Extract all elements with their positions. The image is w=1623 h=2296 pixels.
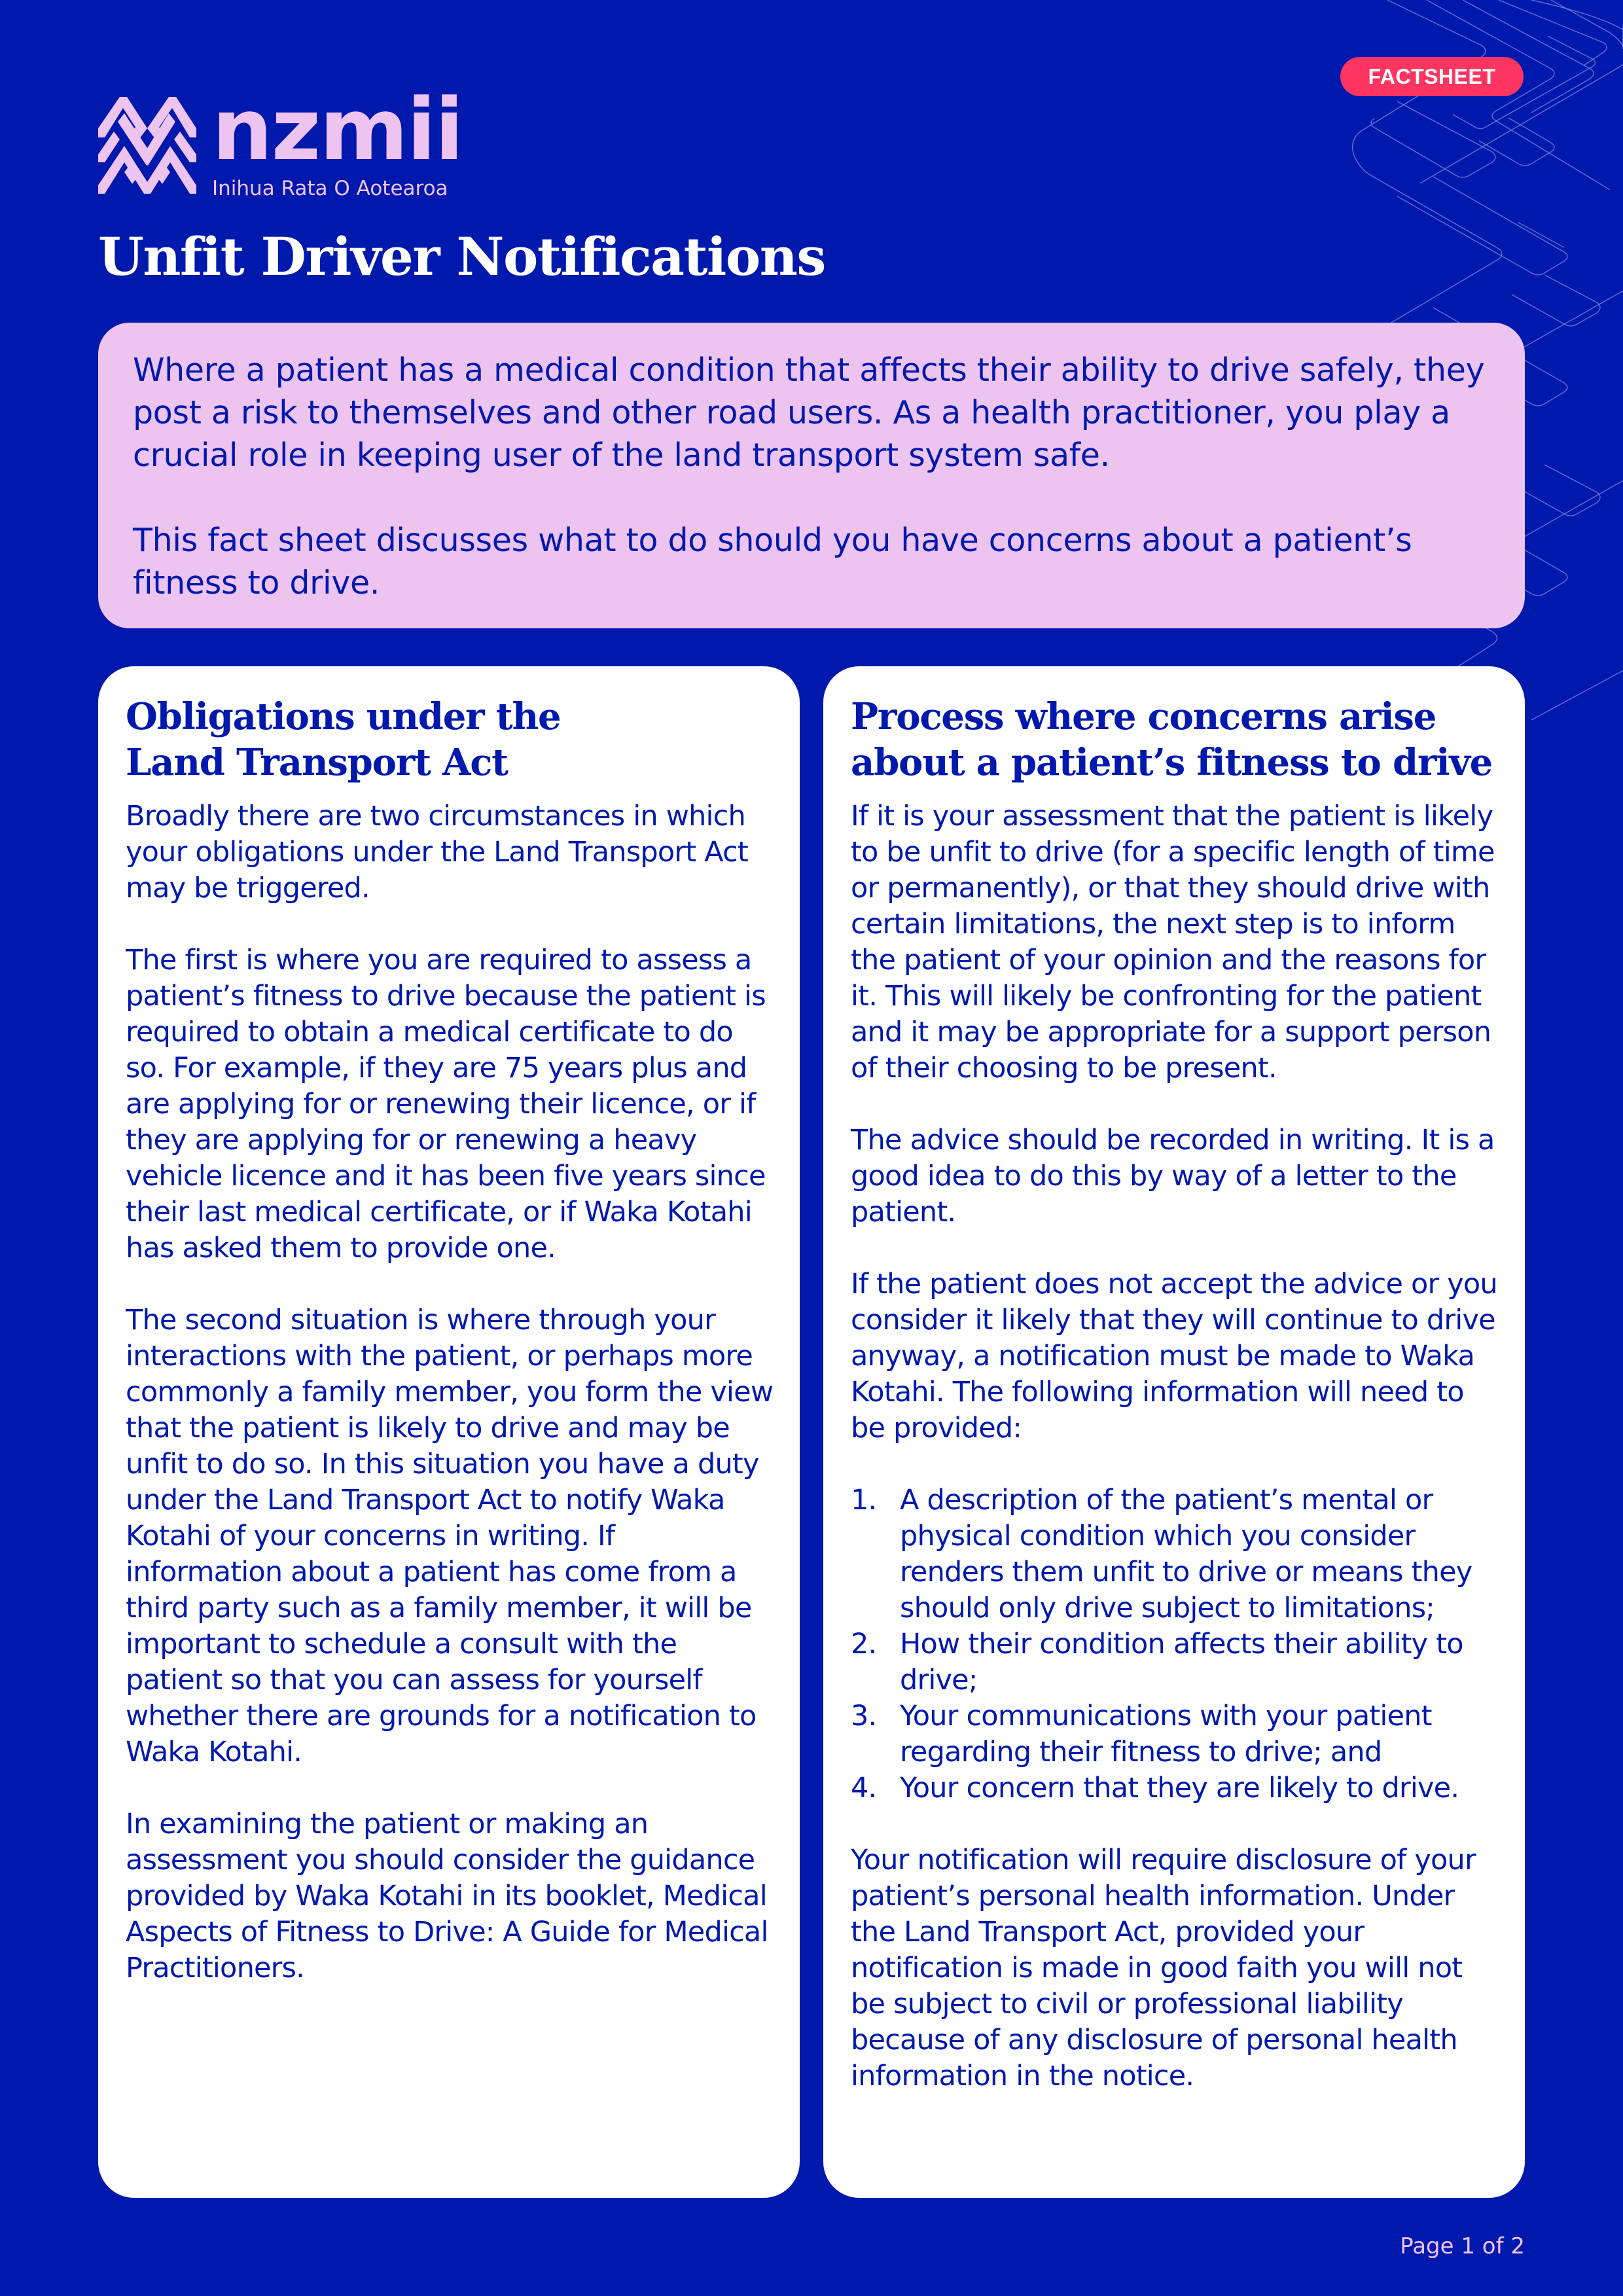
obligations-paragraph-2: The first is where you are required to assess a patient’s fitness to drive because the patient is required to obtain a medical certificate to do so. For example, if they are 75 years plus and are applying for or renewing their licence, or if they are applying for or renewing a heavy vehicle licence and it has been five years since their last medical certificate, or if Waka Kotahi has asked them to provide one. [126, 944, 766, 1265]
list-item-number: 3. [851, 1700, 877, 1732]
list-item-text: Your concern that they are likely to drive. [900, 1772, 1459, 1804]
obligations-paragraph-1: Broadly there are two circumstances in which your obligations under the Land Transport Act may be triggered. [126, 800, 748, 905]
list-item-text: How their condition affects their ability to drive; [900, 1628, 1463, 1696]
process-paragraph-4: Your notification will require disclosure of your patient’s personal health information. Under the Land Transport Act, provided your notification is made in good faith you will not be subject to civil or professional liability because of any disclosure of personal health information in the notice. [851, 1844, 1476, 2092]
page-title: Unfit Driver Notifications [98, 226, 825, 287]
brand-name: nzmii [212, 80, 463, 179]
factsheet-badge: FACTSHEET [1340, 57, 1524, 96]
list-item [851, 1482, 1499, 1626]
nzmii-mountain-mark-icon [98, 97, 196, 195]
list-item-number: 4. [851, 1772, 877, 1804]
list-item [851, 1626, 1499, 1698]
intro-paragraph-2: This fact sheet discusses what to do should you have concerns about a patient’s fitness to drive. [133, 522, 1412, 601]
process-paragraph-3: If the patient does not accept the advice or you consider it likely that they will continue to drive anyway, a notification must be made to Waka Kotahi. The following information will need to be provided: [851, 1268, 1497, 1444]
list-item-number: 1. [851, 1484, 877, 1516]
intro-callout [98, 323, 1525, 628]
list-item-number: 2. [851, 1628, 877, 1660]
obligations-paragraph-4: In examining the patient or making an assessment you should consider the guidance provided by Waka Kotahi in its booklet, Medical Aspects of Fitness to Drive: A Guide for Medical Practitioners. [126, 1808, 768, 1984]
obligations-heading-line-1: Obligations under the [126, 695, 561, 738]
required-information-list [851, 1482, 1499, 1806]
obligations-paragraph-3: The second situation is where through your interactions with the patient, or perhaps more commonly a family member, you form the view that the patient is likely to drive and may be unfit to do so. In this situation you have a duty under the Land Transport Act to notify Waka Kotahi of your concerns in writing. If information about a patient has come from a third party such as a family member, it will be important to schedule a consult with the patient so that you can assess for yourself whether there are grounds for a notification to Waka Kotahi. [126, 1304, 774, 1768]
process-paragraph-2: The advice should be recorded in writing. It is a good idea to do this by way of a letter to the patient. [851, 1124, 1495, 1229]
obligations-heading [126, 694, 774, 785]
process-heading-line-2: about a patient’s fitness to drive [851, 741, 1493, 784]
process-card [823, 666, 1525, 2198]
list-item-text: Your communications with your patient regarding their fitness to drive; and [900, 1700, 1432, 1768]
obligations-card [98, 666, 800, 2198]
process-heading [851, 694, 1499, 785]
list-item [851, 1698, 1499, 1770]
process-heading-line-1: Process where concerns arise [851, 695, 1436, 738]
nzmii-logo [98, 80, 543, 200]
obligations-heading-line-2: Land Transport Act [126, 741, 508, 784]
page-number: Page 1 of 2 [1400, 2233, 1525, 2259]
list-item [851, 1770, 1499, 1806]
brand-tagline: Inihua Rata O Aotearoa [212, 177, 448, 200]
intro-paragraph-1: Where a patient has a medical condition that affects their ability to drive safely, they post a risk to themselves and other road users. As a health practitioner, you play a crucial role in keeping user of the land transport system safe. [133, 351, 1485, 474]
list-item-text: A description of the patient’s mental or physical condition which you consider renders them unfit to drive or means they should only drive subject to limitations; [900, 1484, 1472, 1624]
process-paragraph-1: If it is your assessment that the patient is likely to be unfit to drive (for a specific length of time or permanently), or that they should drive with certain limitations, the next step is to inform the patient of your opinion and the reasons for it. This will likely be confronting for the patient and it may be appropriate for a support person of their choosing to be present. [851, 800, 1495, 1085]
